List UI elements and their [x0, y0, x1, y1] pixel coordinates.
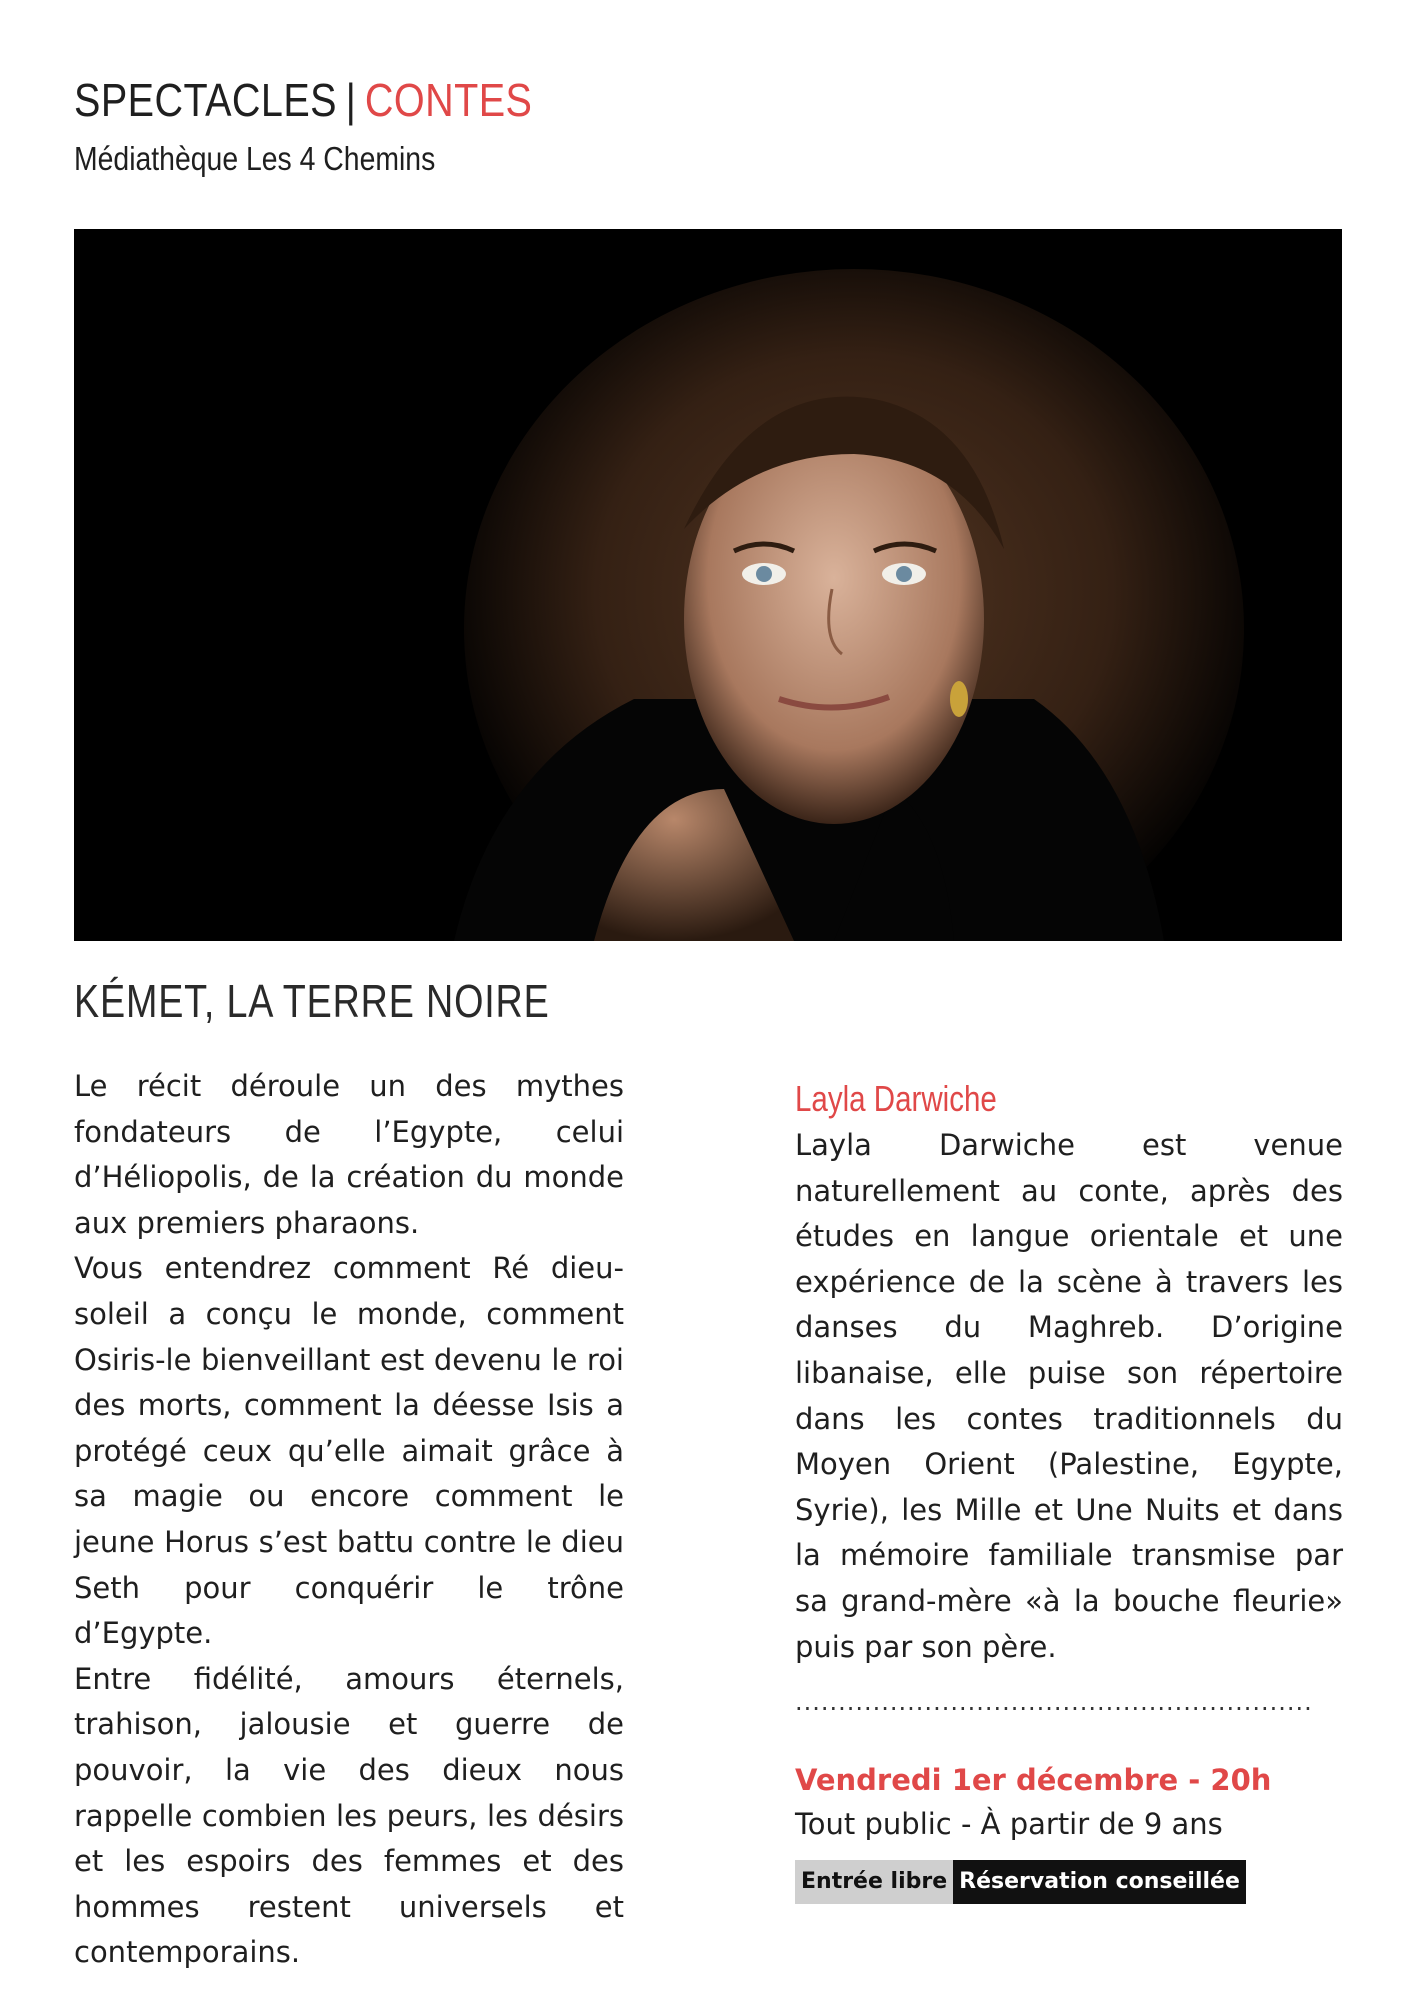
show-title: KÉMET, LA TERRE NOIRE	[74, 975, 550, 1027]
event-date: Vendredi 1er décembre - 20h	[795, 1763, 1272, 1798]
description-paragraph-3: Entre fidélité, amours éternels, trahison, jalousie et guerre de pouvoir, la vie des dieux nous rappelle combien les peurs, les désirs et les espoirs des femmes et des hommes restent universels et contemporains.	[74, 1661, 624, 1970]
performer-photo	[74, 229, 1342, 941]
event-audience: Tout public - À partir de 9 ans	[795, 1807, 1223, 1842]
description-paragraph-2: Vous entendrez comment Ré dieu-soleil a conçu le monde, comment Osiris-le bienveillant est devenu le roi des morts, comment la déesse Isis a protégé ceux qu’elle aimait grâce à sa magie ou encore comment le jeune Horus s’est battu contre le dieu Seth pour conquérir le trône d’Egypte.	[74, 1251, 624, 1651]
artist-bio: Layla Darwiche est venue naturellement au conte, après des études en langue orientale et une expérience de la scène à travers les danses du Maghreb. D’origine libanaise, elle puise son répertoire dans les contes traditionnels du Moyen Orient (Palestine, Egypte, Syrie), les Mille et Une Nuits et dans la mémoire familiale transmise par sa grand-mère «à la bouche fleurie» puis par son père.	[795, 1128, 1343, 1664]
free-entry-badge: Entrée libre	[795, 1860, 953, 1904]
portrait-illustration	[74, 229, 1342, 941]
description-column	[74, 1064, 624, 1976]
subcategory-label: CONTES	[364, 74, 533, 126]
venue-name: Médiathèque Les 4 Chemins	[74, 140, 436, 177]
page-header	[74, 72, 607, 182]
dotted-divider: ............................................................	[795, 1688, 1313, 1717]
category-line	[74, 72, 532, 128]
category-label: SPECTACLES	[74, 74, 337, 126]
category-separator: |	[345, 74, 357, 126]
event-tags	[795, 1860, 1343, 1904]
reservation-badge: Réservation conseillée	[953, 1860, 1246, 1904]
artist-name: Layla Darwiche	[795, 1078, 997, 1119]
artist-column	[795, 1075, 1343, 1904]
description-paragraph-1: Le récit déroule un des mythes fondateurs de l’Egypte, celui d’Héliopolis, de la création du monde aux premiers pharaons.	[74, 1069, 624, 1240]
